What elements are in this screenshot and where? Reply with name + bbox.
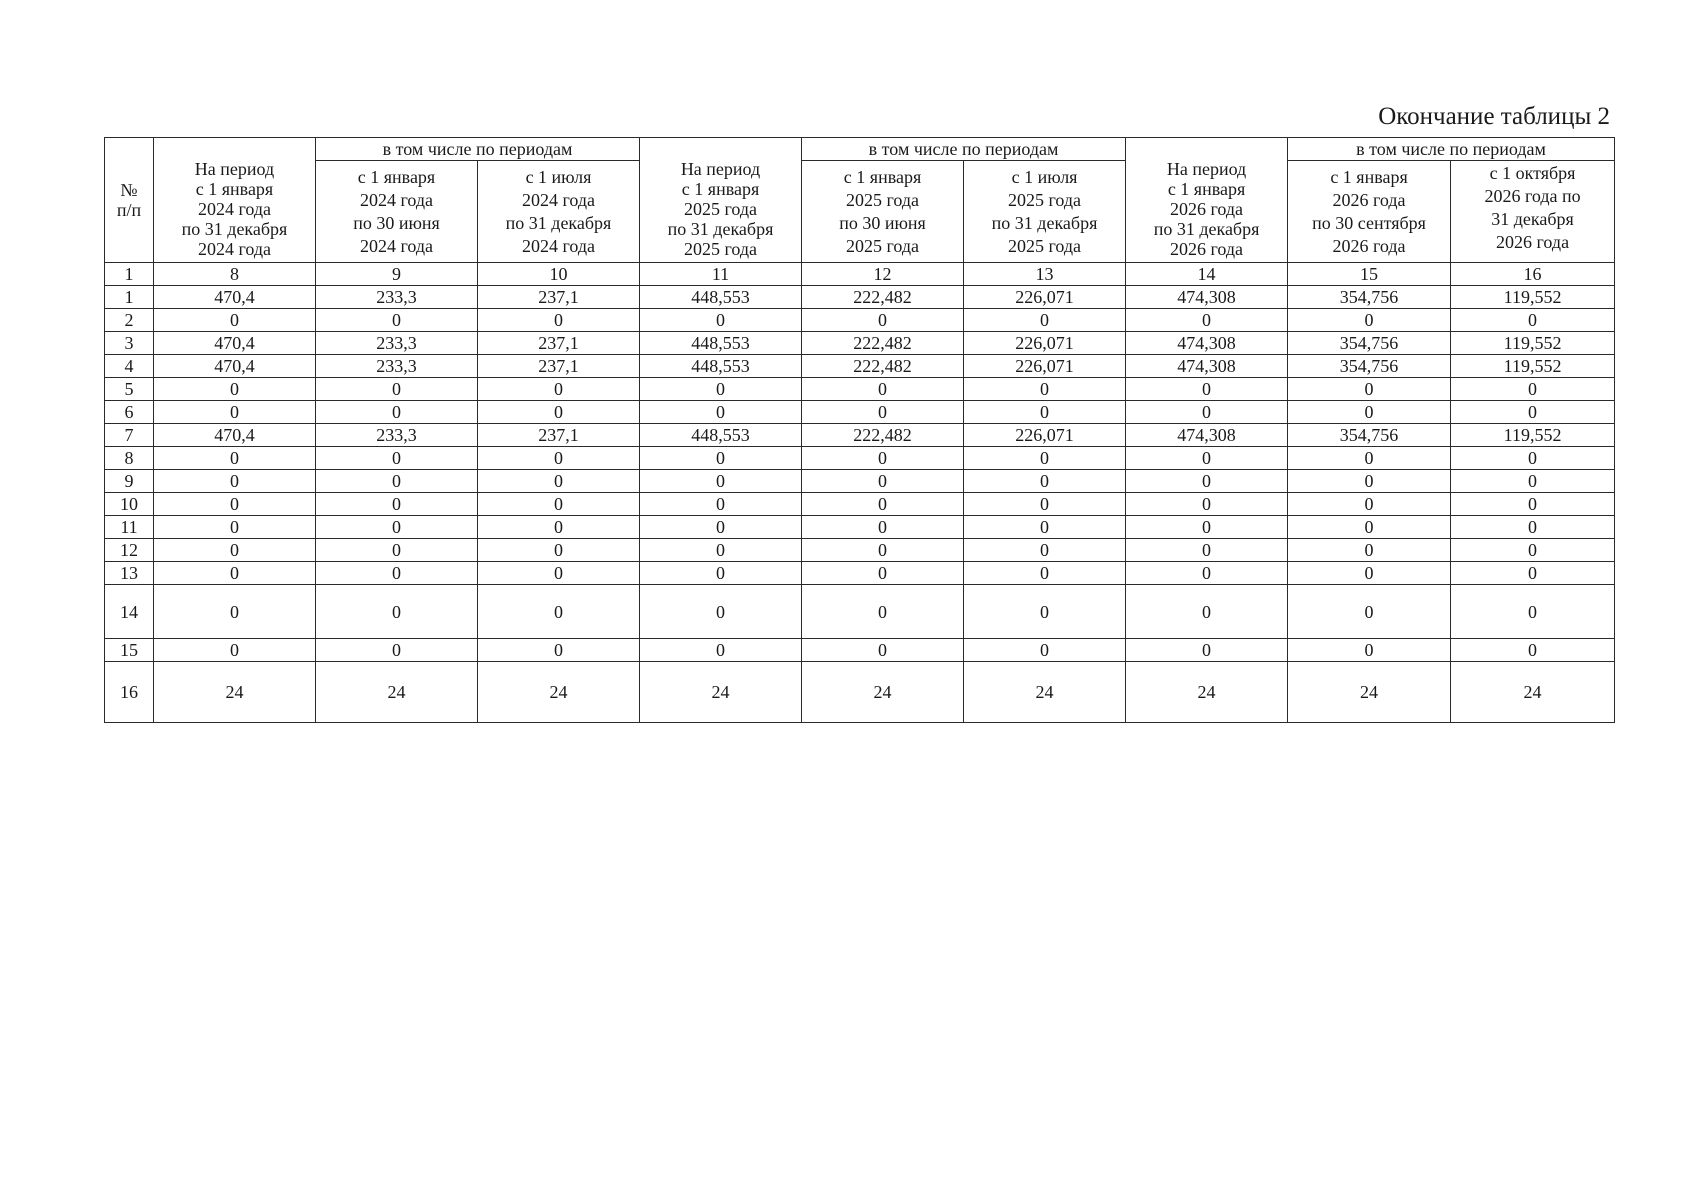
table-cell: 0 [640,309,802,332]
table-cell: 0 [640,639,802,662]
column-number: 16 [1451,263,1615,286]
table-cell: 233,3 [316,355,478,378]
table-cell: 222,482 [802,286,964,309]
table-cell: 0 [1288,378,1451,401]
table-cell: 0 [316,639,478,662]
table-cell: 0 [154,585,316,639]
table-cell: 0 [640,447,802,470]
table-cell: 0 [1451,401,1615,424]
header-2026-q4: с 1 октября 2026 года по 31 декабря 2026 года [1451,161,1615,263]
table-cell: 0 [1126,378,1288,401]
table-cell: 0 [316,401,478,424]
table-cell: 0 [154,309,316,332]
table-cell: 474,308 [1126,286,1288,309]
row-number-cell: 3 [105,332,154,355]
table-cell: 470,4 [154,424,316,447]
table-row [105,309,1615,332]
table-row [105,470,1615,493]
table-cell: 0 [802,378,964,401]
table-row [105,447,1615,470]
column-number: 10 [478,263,640,286]
table-cell: 0 [640,585,802,639]
table-cell: 233,3 [316,286,478,309]
table-cell: 354,756 [1288,355,1451,378]
table-cell: 119,552 [1451,355,1615,378]
table-cell: 0 [478,447,640,470]
table-cell: 0 [478,309,640,332]
table-cell: 0 [478,639,640,662]
table-cell: 0 [1126,493,1288,516]
table-cell: 0 [802,493,964,516]
header-group-2024: в том числе по периодам [316,138,640,161]
table-cell: 0 [154,562,316,585]
table-cell: 0 [1451,378,1615,401]
header-2026-q1-q3: с 1 января 2026 года по 30 сентября 2026 года [1288,161,1451,263]
table-cell: 474,308 [1126,424,1288,447]
row-number-cell: 2 [105,309,154,332]
table-cell: 0 [154,470,316,493]
table-caption: Окончание таблицы 2 [1378,103,1610,130]
table-row [105,286,1615,309]
table-cell: 0 [640,539,802,562]
table-cell: 0 [640,516,802,539]
row-number-cell: 5 [105,378,154,401]
table-cell: 0 [1126,562,1288,585]
table-cell: 0 [316,447,478,470]
table-cell: 0 [1126,309,1288,332]
table-cell: 226,071 [964,355,1126,378]
table-cell: 222,482 [802,332,964,355]
table-cell: 448,553 [640,424,802,447]
header-group-2025: в том числе по периодам [802,138,1126,161]
table-cell: 0 [1288,562,1451,585]
table-cell: 24 [802,662,964,723]
table-row [105,378,1615,401]
table-cell: 0 [1288,585,1451,639]
table-cell: 470,4 [154,286,316,309]
header-2025-h1: с 1 января 2025 года по 30 июня 2025 года [802,161,964,263]
table-cell: 0 [802,401,964,424]
row-number-cell: 8 [105,447,154,470]
header-period-2025-total: На период с 1 января 2025 года по 31 декабря 2025 года [640,138,802,263]
row-number-cell: 16 [105,662,154,723]
table-cell: 0 [964,539,1126,562]
column-number: 1 [105,263,154,286]
table-cell: 0 [1288,539,1451,562]
table-cell: 448,553 [640,332,802,355]
row-number-cell: 13 [105,562,154,585]
table-cell: 226,071 [964,286,1126,309]
table-cell: 0 [802,470,964,493]
table-cell: 0 [478,539,640,562]
table-cell: 474,308 [1126,332,1288,355]
table-cell: 0 [964,447,1126,470]
table-cell: 0 [1451,585,1615,639]
table-cell: 0 [964,516,1126,539]
row-number-cell: 15 [105,639,154,662]
table-cell: 0 [964,562,1126,585]
table-cell: 0 [478,585,640,639]
table-cell: 24 [1288,662,1451,723]
table-cell: 0 [964,493,1126,516]
table-cell: 0 [1126,447,1288,470]
row-number-cell: 9 [105,470,154,493]
row-number-cell: 10 [105,493,154,516]
table-cell: 448,553 [640,286,802,309]
table-row [105,493,1615,516]
table-cell: 0 [478,493,640,516]
table-row [105,539,1615,562]
table-cell: 354,756 [1288,424,1451,447]
table-cell: 0 [1126,401,1288,424]
table-cell: 0 [154,401,316,424]
table-cell: 237,1 [478,332,640,355]
table-cell: 0 [964,378,1126,401]
table-row [105,401,1615,424]
table-cell: 0 [1451,470,1615,493]
table-cell: 0 [316,378,478,401]
row-number-cell: 14 [105,585,154,639]
header-row-top [105,138,1615,161]
row-number-cell: 4 [105,355,154,378]
table-row [105,662,1615,723]
table-row [105,332,1615,355]
table-cell: 0 [154,447,316,470]
header-2025-h2: с 1 июля 2025 года по 31 декабря 2025 года [964,161,1126,263]
table-cell: 0 [316,470,478,493]
table-cell: 233,3 [316,424,478,447]
table-cell: 474,308 [1126,355,1288,378]
table-cell: 0 [964,639,1126,662]
header-period-2026-total: На период с 1 января 2026 года по 31 декабря 2026 года [1126,138,1288,263]
table-cell: 226,071 [964,332,1126,355]
table-cell: 0 [154,493,316,516]
table-cell: 0 [1288,516,1451,539]
table-cell: 0 [1126,539,1288,562]
column-number-row [105,263,1615,286]
table-cell: 0 [802,539,964,562]
table-cell: 0 [964,585,1126,639]
table-cell: 0 [1126,585,1288,639]
table-cell: 119,552 [1451,424,1615,447]
table-cell: 0 [478,401,640,424]
table-cell: 0 [964,309,1126,332]
table-cell: 237,1 [478,424,640,447]
table-cell: 24 [478,662,640,723]
table-cell: 0 [1451,516,1615,539]
table-cell: 0 [1451,639,1615,662]
table-cell: 0 [802,585,964,639]
table-cell: 0 [1288,447,1451,470]
header-group-2026: в том числе по периодам [1288,138,1615,161]
table-cell: 24 [964,662,1126,723]
table-cell: 0 [316,585,478,639]
table-cell: 354,756 [1288,332,1451,355]
table-row [105,585,1615,639]
row-number-cell: 1 [105,286,154,309]
header-2024-h1: с 1 января 2024 года по 30 июня 2024 года [316,161,478,263]
table-cell: 0 [1288,493,1451,516]
table-cell: 0 [1288,401,1451,424]
table-row [105,639,1615,662]
table-row [105,562,1615,585]
table-cell: 0 [478,516,640,539]
table-cell: 0 [1451,562,1615,585]
table-row [105,355,1615,378]
header-2024-h2: с 1 июля 2024 года по 31 декабря 2024 года [478,161,640,263]
table-cell: 237,1 [478,355,640,378]
table-cell: 0 [1451,309,1615,332]
table-cell: 233,3 [316,332,478,355]
table-cell: 0 [640,562,802,585]
table-row [105,516,1615,539]
table-cell: 470,4 [154,355,316,378]
table-cell: 0 [1126,470,1288,493]
header-period-2024-total: На период с 1 января 2024 года по 31 декабря 2024 года [154,138,316,263]
table-cell: 0 [316,539,478,562]
table-cell: 0 [316,493,478,516]
table-cell: 0 [1451,447,1615,470]
table-cell: 0 [154,539,316,562]
row-number-cell: 11 [105,516,154,539]
table-cell: 0 [478,378,640,401]
column-number: 14 [1126,263,1288,286]
table-cell: 222,482 [802,424,964,447]
row-number-cell: 6 [105,401,154,424]
row-number-cell: 7 [105,424,154,447]
column-number: 8 [154,263,316,286]
table-cell: 0 [478,562,640,585]
column-number: 15 [1288,263,1451,286]
table-cell: 0 [1126,639,1288,662]
table-body [105,286,1615,723]
table-cell: 0 [1288,639,1451,662]
table-cell: 0 [802,447,964,470]
table-cell: 24 [154,662,316,723]
column-number: 12 [802,263,964,286]
table-cell: 0 [802,309,964,332]
table-cell: 0 [964,401,1126,424]
header-row-number: № п/п [105,138,154,263]
column-number: 11 [640,263,802,286]
table-cell: 354,756 [1288,286,1451,309]
table-cell: 226,071 [964,424,1126,447]
row-number-cell: 12 [105,539,154,562]
table-cell: 0 [1451,539,1615,562]
table-cell: 0 [316,516,478,539]
table-cell: 0 [802,516,964,539]
table-cell: 24 [640,662,802,723]
table-cell: 24 [316,662,478,723]
table-cell: 0 [640,378,802,401]
table-cell: 0 [1288,470,1451,493]
table-cell: 119,552 [1451,332,1615,355]
table-cell: 24 [1126,662,1288,723]
table-cell: 0 [964,470,1126,493]
table-cell: 0 [316,309,478,332]
table-cell: 470,4 [154,332,316,355]
column-number: 13 [964,263,1126,286]
table-cell: 119,552 [1451,286,1615,309]
table-cell: 0 [154,378,316,401]
table-cell: 0 [154,639,316,662]
table-cell: 0 [478,470,640,493]
table-cell: 0 [640,401,802,424]
table-row [105,424,1615,447]
table-cell: 24 [1451,662,1615,723]
table-cell: 0 [802,639,964,662]
header-row-sub [105,161,1615,263]
data-table [104,137,1615,723]
table-cell: 222,482 [802,355,964,378]
table-cell: 0 [802,562,964,585]
table-cell: 0 [1288,309,1451,332]
table-cell: 237,1 [478,286,640,309]
table-cell: 0 [640,470,802,493]
table-cell: 0 [154,516,316,539]
table-cell: 0 [1126,516,1288,539]
table-cell: 0 [640,493,802,516]
table-cell: 0 [1451,493,1615,516]
column-number: 9 [316,263,478,286]
table-cell: 0 [316,562,478,585]
table-cell: 448,553 [640,355,802,378]
